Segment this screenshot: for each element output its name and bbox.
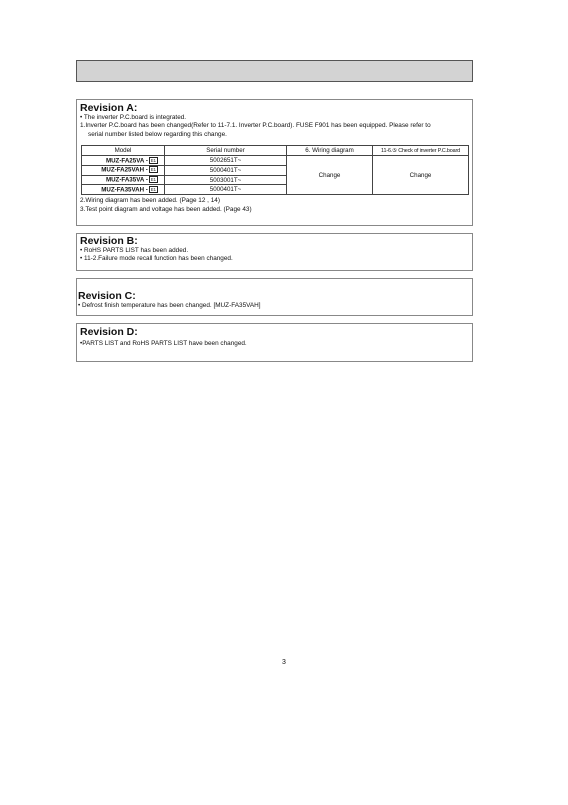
column-header-model: Model [82,146,165,156]
table-header-row [82,146,469,156]
revision-a-line-2: 1.Inverter P.C.board has been changed(Refer to 11-7.1. Inverter P.C.board). FUSE F901 has been equipped. Please refer to [80,122,431,130]
revision-b-heading: Revision B: [80,235,138,247]
e1-badge: E1 [150,157,156,163]
model-cell: MUZ-FA25VAH - E1 [82,165,165,175]
serial-cell: 5002651T~ [165,156,287,166]
column-header-wiring: 6. Wiring diagram [287,146,373,156]
column-header-check: 11-6.⑤ Check of inverter P.C.board [373,146,469,156]
revision-c-section [76,278,473,316]
serial-number-table [81,145,469,195]
e1-badge: E1 [150,177,156,183]
revision-d-line-1: •PARTS LIST and RoHS PARTS LIST have been changed. [80,340,247,347]
revision-a-line-3: serial number listed below regarding this change. [88,130,227,138]
revision-b-line-1: • RoHS PARTS LIST has been added. [80,247,189,254]
revision-a-line-4: 2.Wiring diagram has been added. (Page 12 , 14) [80,197,220,205]
column-header-serial: Serial number [165,146,287,156]
serial-cell: 5000401T~ [165,165,287,175]
e1-badge: E1 [150,187,156,193]
revision-a-heading: Revision A: [80,102,138,114]
revision-b-line-2: • 11-2.Failure mode recall function has been changed. [80,255,233,263]
revision-a-line-5: 3.Test point diagram and voltage has been added. (Page 43) [80,205,252,213]
revision-a-section [76,99,473,226]
serial-cell: 5000401T~ [165,185,287,195]
e1-badge: E1 [150,167,156,173]
model-cell: MUZ-FA35VA - E1 [82,175,165,185]
revision-c-heading: Revision C: [78,290,136,302]
revision-c-line-1: • Defrost finish temperature has been changed. [MUZ-FA35VAH] [78,302,261,309]
wiring-change-cell: Change [287,156,373,195]
revision-d-section [76,323,473,362]
serial-cell: 5003001T~ [165,175,287,185]
revision-b-section [76,233,473,271]
revision-a-line-1: • The inverter P.C.board is integrated. [80,114,187,121]
model-cell: MUZ-FA35VAH - E1 [82,185,165,195]
check-change-cell: Change [373,156,469,195]
model-cell: MUZ-FA25VA - E1 [82,156,165,166]
table-row [82,156,469,166]
page-number: 3 [282,659,286,666]
revision-d-heading: Revision D: [80,326,138,338]
header-bar [76,60,473,82]
